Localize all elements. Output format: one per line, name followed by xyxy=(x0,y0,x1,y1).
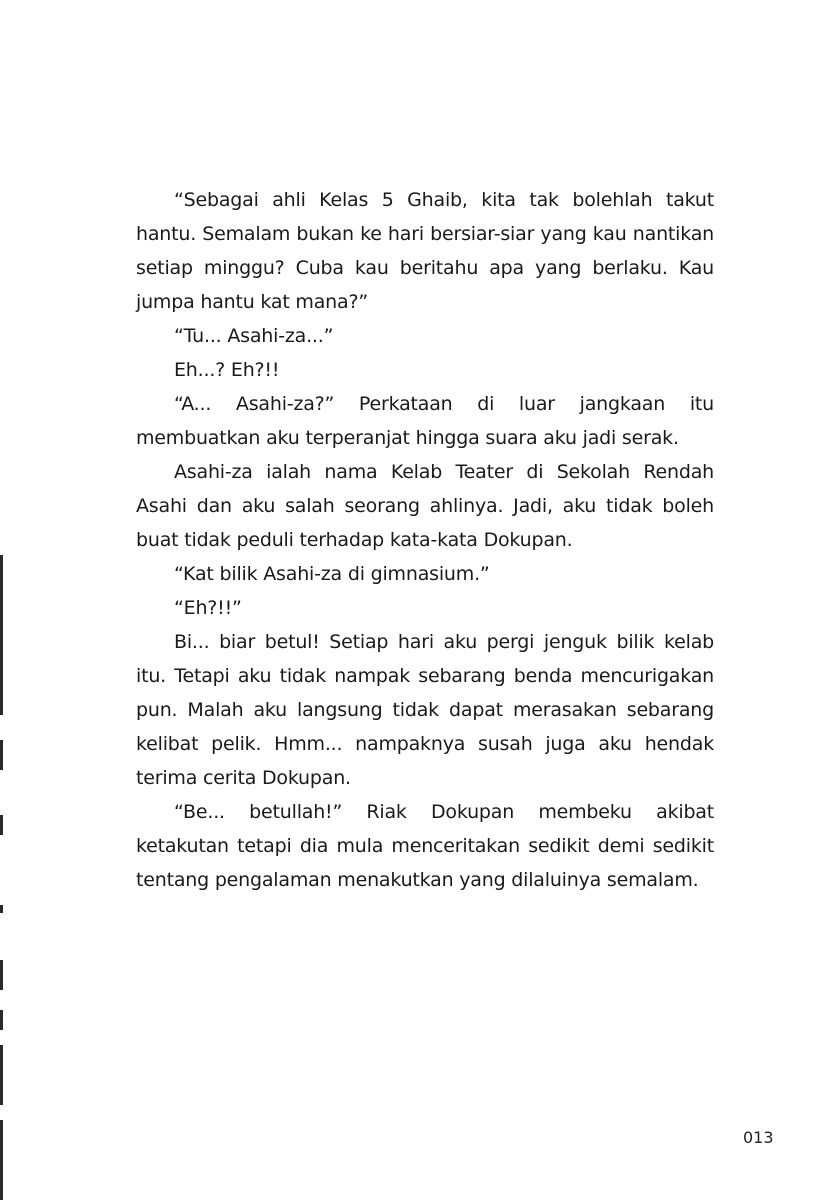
story-text xyxy=(136,183,714,897)
edge-mark xyxy=(0,960,3,990)
paragraph: “Sebagai ahli Kelas 5 Ghaib, kita tak bolehlah takut hantu. Semalam bukan ke hari bersiar-siar yang kau nantikan setiap minggu? Cuba kau beritahu apa yang berlaku. Kau jumpa hantu kat mana?” xyxy=(136,189,714,313)
edge-mark xyxy=(0,1120,3,1200)
edge-mark xyxy=(0,555,3,715)
edge-mark xyxy=(0,905,3,913)
paragraph: “Tu... Asahi-za...” xyxy=(174,325,334,347)
edge-mark xyxy=(0,740,3,770)
edge-mark xyxy=(0,1010,3,1030)
paragraph: Eh...? Eh?!! xyxy=(174,359,280,381)
paragraph: “A... Asahi-za?” Perkataan di luar jangkaan itu membuatkan aku terperanjat hingga suara aku jadi serak. xyxy=(136,393,714,449)
paragraph: “Eh?!!” xyxy=(174,597,242,619)
paragraph: Asahi-za ialah nama Kelab Teater di Sekolah Rendah Asahi dan aku salah seorang ahlinya. Jadi, aku tidak boleh buat tidak peduli terhadap kata-kata Dokupan. xyxy=(136,461,714,551)
page-number: 013 xyxy=(743,1128,774,1147)
page-edge-marks xyxy=(0,555,8,1200)
edge-mark xyxy=(0,1045,3,1105)
paragraph: “Be... betullah!” Riak Dokupan membeku akibat ketakutan tetapi dia mula menceritakan sedikit demi sedikit tentang pengalaman menakutkan yang dilaluinya semalam. xyxy=(136,801,714,891)
paragraph: “Kat bilik Asahi-za di gimnasium.” xyxy=(174,563,490,585)
edge-mark xyxy=(0,815,3,835)
paragraph: Bi... biar betul! Setiap hari aku pergi jenguk bilik kelab itu. Tetapi aku tidak nampak sebarang benda mencurigakan pun. Malah aku langsung tidak dapat merasakan sebarang kelibat pelik. Hmm... nampaknya susah juga aku hendak terima cerita Dokupan. xyxy=(136,631,714,789)
